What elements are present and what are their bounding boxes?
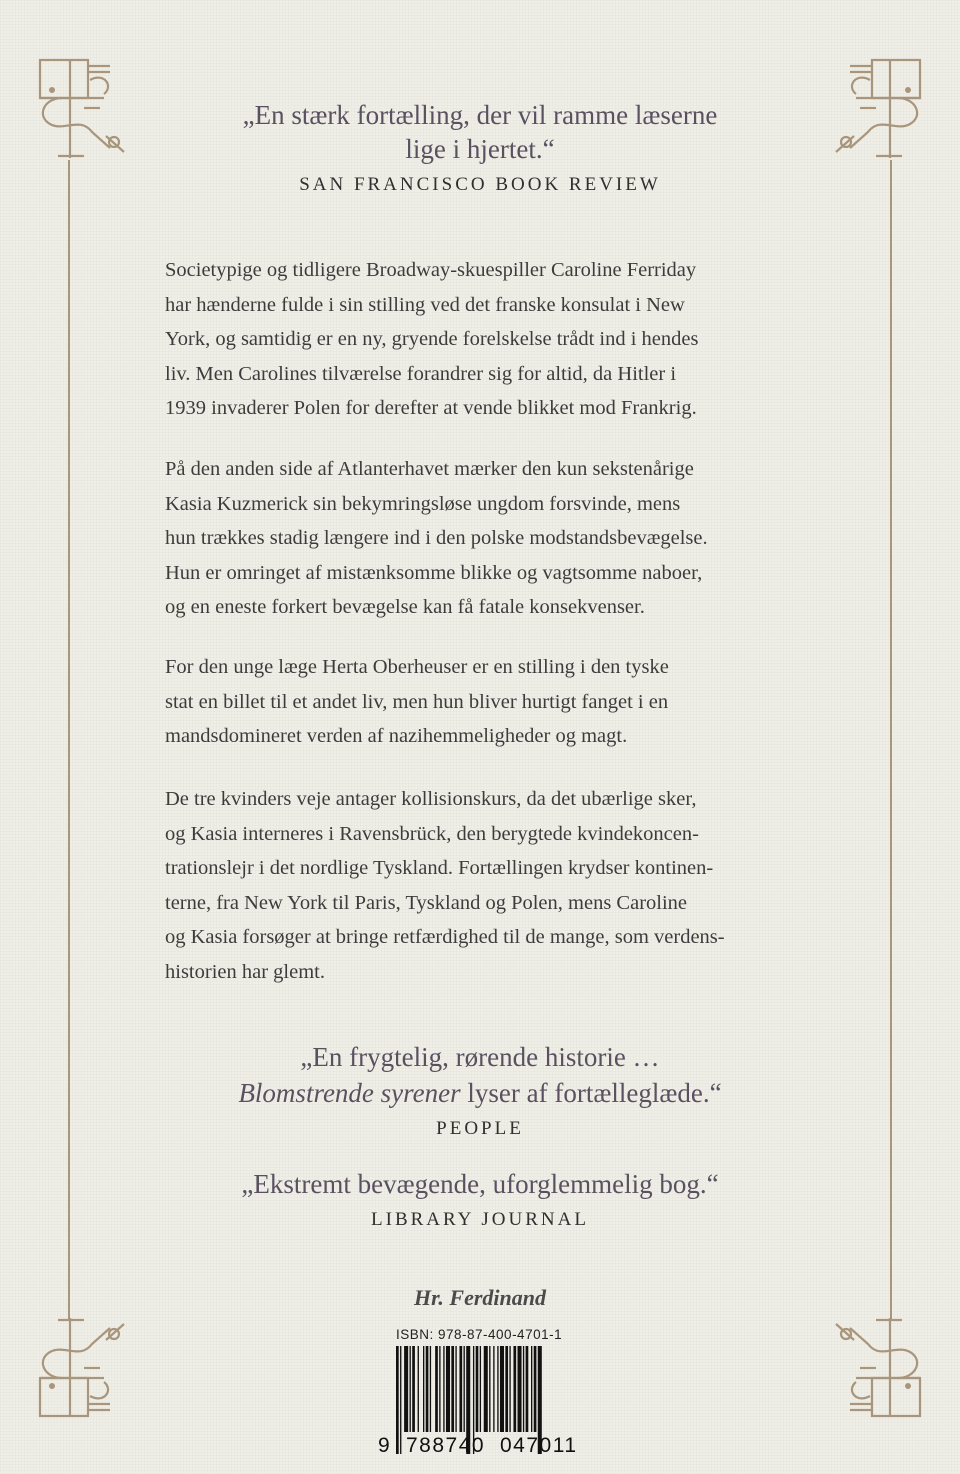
review-quote-3-source: LIBRARY JOURNAL (371, 1209, 589, 1230)
blurb-line: York, og samtidig er en ny, gryende forelskelse trådt ind i hendes (165, 328, 699, 350)
blurb-line: stat en billet til et andet liv, men hun bliver hurtigt fanget i en (165, 690, 669, 713)
blurb-line: hun trækkes stadig længere ind i den polske modstandsbevægelse. (165, 527, 708, 549)
top-quote-source: SAN FRANCISCO BOOK REVIEW (299, 174, 661, 195)
barcode-digits-right: 047011 (500, 1434, 578, 1457)
frame-left-line (68, 160, 70, 1320)
blurb-line: For den unge læge Herta Oberheuser er en stilling i den tyske (165, 656, 669, 678)
blurb-paragraph-1 (165, 253, 805, 426)
blurb-paragraph-3 (165, 650, 805, 754)
blurb-line: terne, fra New York til Paris, Tyskland og Polen, mens Caroline (165, 891, 688, 914)
frame-right-line (890, 160, 892, 1320)
blurb-line: Societypige og tidligere Broadway-skuespiller Caroline Ferriday (165, 259, 697, 281)
review-quote-3-line-1: „Ekstremt bevægende, uforglemmelig bog.“ (241, 1169, 719, 1199)
blurb-paragraph-4 (165, 782, 805, 989)
review-quote-2-line-2 (0, 1076, 960, 1110)
blurb-line: Kasia Kuzmerick sin bekymringsløse ungdom forsvinde, mens (165, 492, 681, 515)
blurb-line: liv. Men Carolines tilværelse forandrer sig for altid, da Hitler i (165, 362, 677, 385)
blurb-line: De tre kvinders veje antager kollisionskurs, da det ubærlige sker, (165, 788, 697, 810)
blurb-line: historien har glemt. (165, 960, 325, 983)
blurb-line: og en eneste forkert bevægelse kan få fatale konsekvenser. (165, 596, 645, 618)
blurb-line: mandsdomineret verden af nazihemmeligheder og magt. (165, 725, 628, 747)
blurb-line: trationslejr i det nordlige Tyskland. Fortællingen krydser kontinen- (165, 857, 714, 879)
barcode-digits-left: 788740 (406, 1434, 486, 1457)
blurb-line: og Kasia forsøger at bringe retfærdighed til de mange, som verdens- (165, 926, 725, 948)
blurb-paragraph-2 (165, 452, 805, 625)
blurb-line: Hun er omringet af mistænksomme blikke og vagtsomme naboer, (165, 561, 703, 584)
blurb-line: 1939 invaderer Polen for derefter at vende blikket mod Frankrig. (165, 397, 697, 419)
top-quote-line-1: „En stærk fortælling, der vil ramme læserne (242, 100, 718, 130)
book-title: Blomstrende syrener (238, 1078, 461, 1108)
top-quote-line-2: lige i hjertet.“ (405, 134, 555, 164)
review-quote-2-rest: lyser af fortælleglæde.“ (460, 1078, 722, 1108)
corner-ornament-icon (826, 1316, 946, 1426)
publisher-name: Hr. Ferdinand (413, 1285, 547, 1310)
barcode-digit-first: 9 (378, 1434, 390, 1457)
isbn-label: ISBN: 978-87-400-4701-1 (396, 1327, 563, 1342)
review-quote-2-source: PEOPLE (436, 1118, 524, 1139)
corner-ornament-icon (14, 1316, 134, 1426)
blurb-line: har hænderne fulde i sin stilling ved det franske konsulat i New (165, 293, 685, 316)
blurb-line: og Kasia interneres i Ravensbrück, den berygtede kvindekoncen- (165, 822, 699, 845)
blurb-line: På den anden side af Atlanterhavet mærker den kun sekstenårige (165, 458, 694, 480)
review-quote-2-line-1: „En frygtelig, rørende historie … (300, 1042, 660, 1072)
